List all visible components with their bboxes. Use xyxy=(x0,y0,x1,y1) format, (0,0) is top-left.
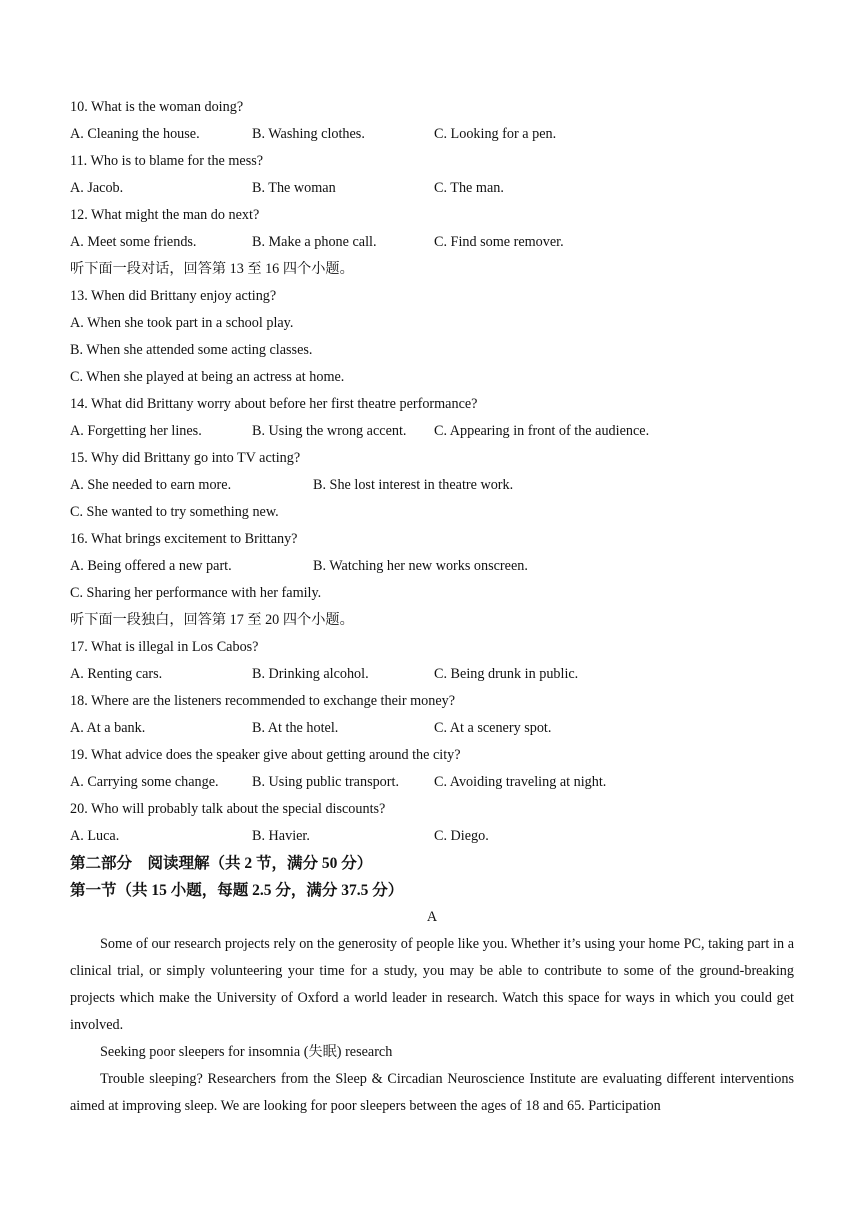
option-b: B. Havier. xyxy=(252,828,310,844)
option-a: A. Meet some friends. xyxy=(70,234,197,250)
question-16: 16. What brings excitement to Brittany? xyxy=(70,531,298,547)
option-b: B. Using public transport. xyxy=(252,774,399,790)
option-b: B. Washing clothes. xyxy=(252,126,365,142)
question-10: 10. What is the woman doing? xyxy=(70,99,244,115)
option-c: C. At a scenery spot. xyxy=(434,720,552,736)
question-20: 20. Who will probably talk about the special discounts? xyxy=(70,801,386,817)
option-b: B. Watching her new works onscreen. xyxy=(313,558,528,574)
page-content xyxy=(70,94,794,1120)
option-b: B. She lost interest in theatre work. xyxy=(313,477,514,493)
question-15: 15. Why did Brittany go into TV acting? xyxy=(70,450,301,466)
options-20 xyxy=(70,823,794,850)
option-a: A. At a bank. xyxy=(70,720,146,736)
question-17: 17. What is illegal in Los Cabos? xyxy=(70,639,259,655)
question-19: 19. What advice does the speaker give about getting around the city? xyxy=(70,747,461,763)
option-a: A. Cleaning the house. xyxy=(70,126,200,142)
option-c: C. When she played at being an actress at home. xyxy=(70,369,345,385)
options-10 xyxy=(70,121,794,148)
question-11: 11. Who is to blame for the mess? xyxy=(70,153,264,169)
option-c: C. Being drunk in public. xyxy=(434,666,579,682)
question-12: 12. What might the man do next? xyxy=(70,207,260,223)
option-b: B. At the hotel. xyxy=(252,720,339,736)
option-c: C. Sharing her performance with her family. xyxy=(70,585,322,601)
option-b: B. The woman xyxy=(252,180,336,196)
part-heading: 第二部分 阅读理解（共 2 节，满分 50 分） xyxy=(70,855,373,872)
section-heading: 第一节（共 15 小题，每题 2.5 分，满分 37.5 分） xyxy=(70,882,404,899)
option-c: C. Avoiding traveling at night. xyxy=(434,774,607,790)
question-13: 13. When did Brittany enjoy acting? xyxy=(70,288,277,304)
passage-label: A xyxy=(426,909,438,925)
options-11 xyxy=(70,175,794,202)
option-a: A. When she took part in a school play. xyxy=(70,315,294,331)
option-a: A. Carrying some change. xyxy=(70,774,219,790)
option-c: C. The man. xyxy=(434,180,504,196)
option-a: A. Forgetting her lines. xyxy=(70,423,202,439)
option-b: B. Drinking alcohol. xyxy=(252,666,369,682)
option-a: A. Renting cars. xyxy=(70,666,163,682)
passage-paragraph-1: Some of our research projects rely on the generosity of people like you. Whether it’s using your home PC, taking part in a clinical trial, or simply volunteering your time for a study, you may be able to contribute to some of the ground-breaking projects which make the University of Oxford a world leader in research. Watch this space for ways in which you could get involved. xyxy=(70,936,794,1033)
option-a: A. Luca. xyxy=(70,828,120,844)
instruction-17-20: 听下面一段独白，回答第 17 至 20 四个小题。 xyxy=(70,612,354,628)
options-17 xyxy=(70,661,794,688)
options-19 xyxy=(70,769,794,796)
passage-paragraph-2: Trouble sleeping? Researchers from the Sleep & Circadian Neuroscience Institute are evaluating different interventions aimed at improving sleep. We are looking for poor sleepers between the ages of 18 and 65. Participation xyxy=(70,1071,794,1114)
option-b: B. Using the wrong accent. xyxy=(252,423,407,439)
option-c: C. Diego. xyxy=(434,828,489,844)
question-14: 14. What did Brittany worry about before her first theatre performance? xyxy=(70,396,478,412)
options-18 xyxy=(70,715,794,742)
options-15 xyxy=(70,472,794,499)
option-b: B. Make a phone call. xyxy=(252,234,377,250)
option-a: A. Jacob. xyxy=(70,180,124,196)
options-16 xyxy=(70,553,794,580)
options-14 xyxy=(70,418,794,445)
option-c: C. Looking for a pen. xyxy=(434,126,557,142)
question-18: 18. Where are the listeners recommended to exchange their money? xyxy=(70,693,456,709)
option-c: C. Find some remover. xyxy=(434,234,564,250)
option-b: B. When she attended some acting classes. xyxy=(70,342,313,358)
passage-subtitle: Seeking poor sleepers for insomnia (失眠) research xyxy=(100,1044,393,1060)
option-a: A. She needed to earn more. xyxy=(70,477,232,493)
option-c: C. Appearing in front of the audience. xyxy=(434,423,650,439)
option-a: A. Being offered a new part. xyxy=(70,558,232,574)
instruction-13-16: 听下面一段对话，回答第 13 至 16 四个小题。 xyxy=(70,261,354,277)
options-12 xyxy=(70,229,794,256)
option-c: C. She wanted to try something new. xyxy=(70,504,279,520)
